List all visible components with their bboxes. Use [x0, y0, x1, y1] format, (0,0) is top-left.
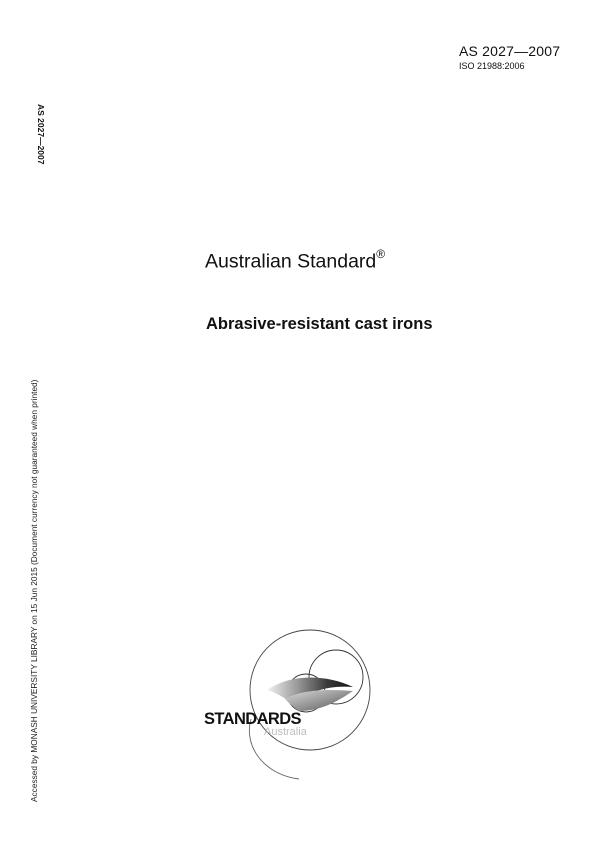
- iso-reference: ISO 21988:2006: [459, 61, 525, 71]
- access-watermark-note: Accessed by MONASH UNIVERSITY LIBRARY on 15 Jun 2015 (Document currency not guaranteed when printed): [29, 379, 39, 802]
- document-title: Abrasive-resistant cast irons: [206, 315, 433, 333]
- standards-australia-logo: [203, 627, 373, 787]
- document-number: AS 2027—2007: [459, 43, 561, 59]
- logo-graphic: [203, 627, 373, 787]
- standard-label: [205, 249, 385, 274]
- standard-label-text: Australian Standard: [205, 250, 377, 273]
- logo-subword: Australia: [264, 726, 307, 738]
- logo-wordmark: STANDARDS: [204, 710, 301, 728]
- spine-document-number: AS 2027—2007: [36, 104, 46, 165]
- registered-mark: ®: [376, 247, 386, 261]
